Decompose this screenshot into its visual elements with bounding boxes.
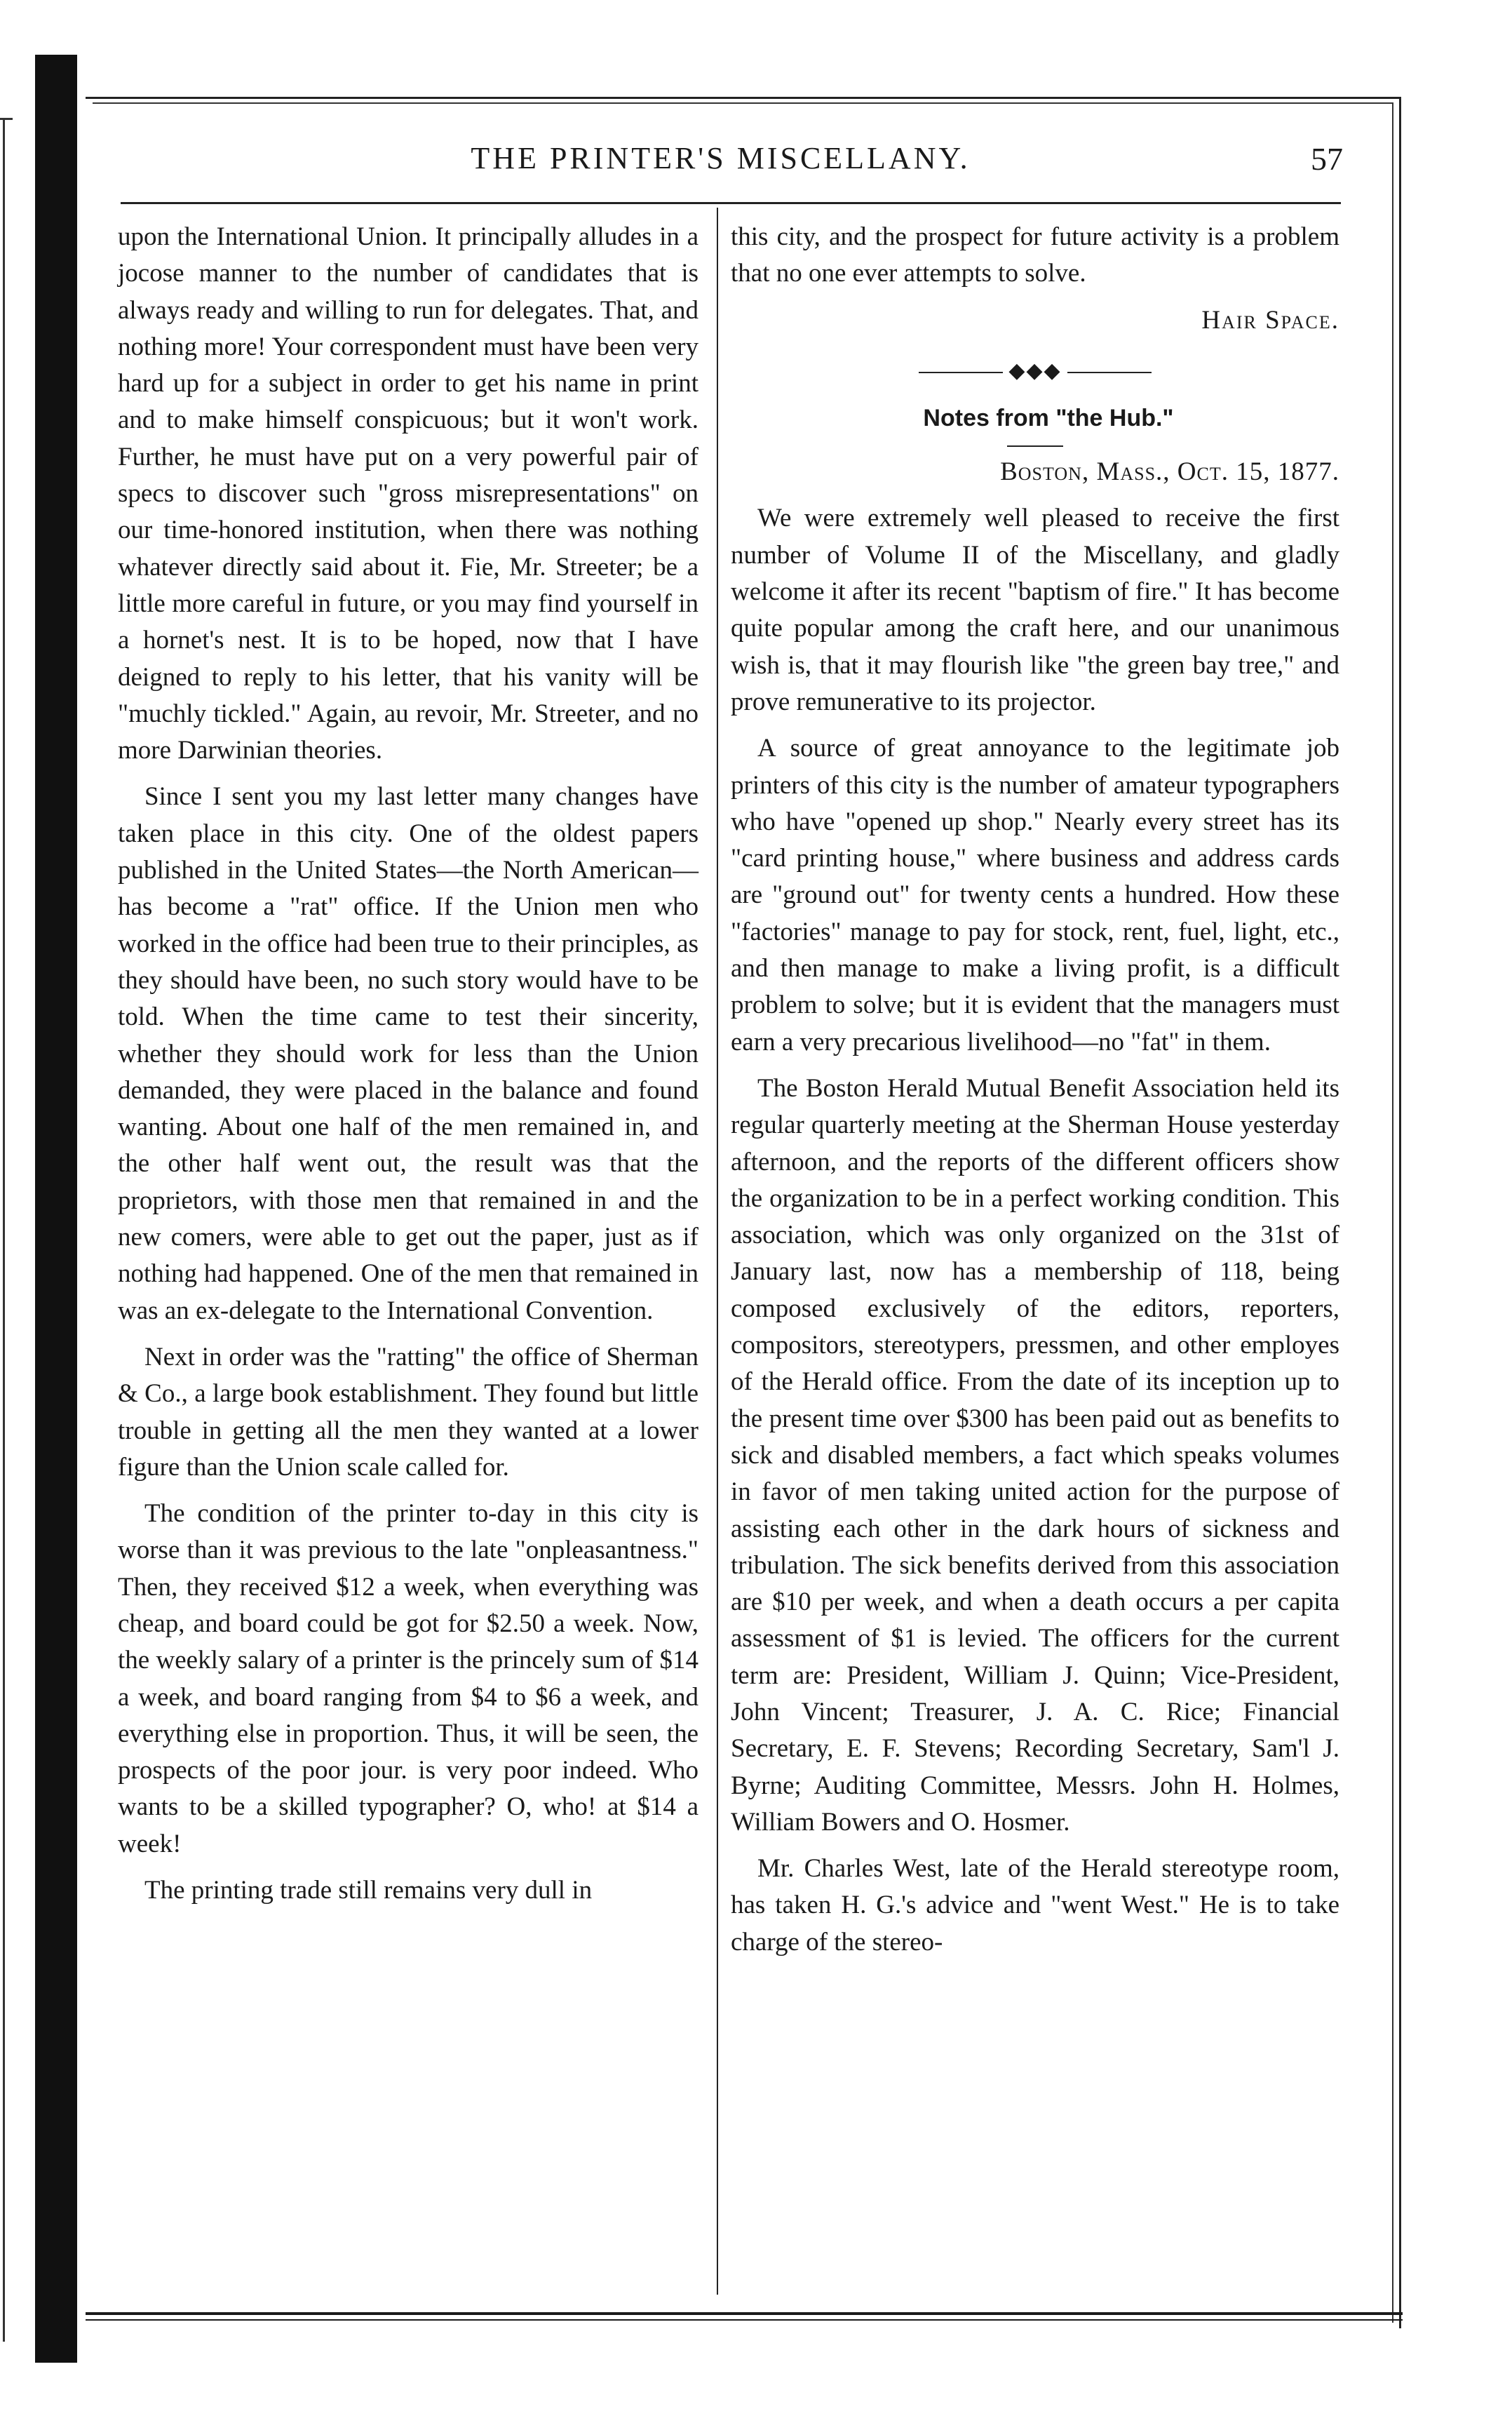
page-number: 57: [1311, 141, 1343, 177]
page-edge-tick: [0, 118, 13, 120]
paragraph: this city, and the prospect for future activity is a problem that no one ever attempts to solve.: [731, 222, 1339, 288]
dateline: Boston, Mass., Oct. 15, 1877.: [1000, 457, 1339, 487]
running-title: THE PRINTER'S MISCELLANY.: [471, 141, 971, 175]
binding-shadow: [35, 55, 77, 2363]
bottom-rule: [86, 2312, 1403, 2315]
paragraph: The condition of the printer to-day in this city is worse than it was previous to the late "onpleasantness." Then, they received $12 a week, when everything was cheap, and board could be got for $2.50 a week. Now, the weekly salary of a printer is the princely sum of $14 a week, and board ranging from $4 to $6 a week, and everything else in proportion. Thus, it will be seen, the prospects of the poor jour. is very poor indeed. Who wants to be a skilled typographer? O, who! at $14 a week!: [118, 1499, 698, 1858]
running-head: [98, 140, 1343, 189]
paragraph: We were extremely well pleased to receive the first number of Volume II of the Miscellany, and gladly welcome it after its recent "baptism of fire." It has become quite popular among the craft here, and our unanimous wish is, that it may flourish like "the green bay tree," and prove remunerative to its projector.: [731, 504, 1339, 716]
paragraph: The printing trade still remains very dull in: [144, 1876, 593, 1905]
paragraph: A source of great annoyance to the legitimate job printers of this city is the number of amateur typographers who have "opened up shop." Nearly every street has its "card printing house," where business and address cards are "ground out" for twenty cents a hundred. How these "factories" manage to pay for stock, rent, fuel, light, etc., and then manage to make a living profit, is a difficult problem to solve; but it is evident that the managers must earn a very precarious livelihood—no "fat" in them.: [731, 734, 1339, 1056]
column-rule: [717, 208, 718, 2295]
paragraph: Next in order was the "ratting" the office of Sherman & Co., a large book establishment. They found but little trouble in getting all the men they wanted at a lower figure than the Union scale called for.: [118, 1342, 698, 1482]
left-column: [118, 219, 698, 1919]
right-column: [731, 219, 1339, 1971]
ornament-glyph: ◆◆◆: [1008, 358, 1062, 382]
section-ornament: [731, 353, 1339, 389]
page-edge: [3, 118, 5, 2342]
paragraph: upon the International Union. It principally alludes in a jocose manner to the number of candidates that is always ready and willing to run for delegates. That, and nothing more! Your correspondent must have been very hard up for a subject in order to get his name in print and to make himself conspicuous; but it won't work. Further, he must have put on a very powerful pair of specs to discover such "gross misrepresentations" on our time-honored institution, when there was nothing whatever directly said about it. Fie, Mr. Streeter; be a little more careful in future, or you may find yourself in a hornet's nest. It is to be hoped, now that I have deigned to reply to his letter, that his vanity will be "muchly tickled." Again, au revoir, Mr. Streeter, and no more Darwinian theories.: [118, 222, 698, 765]
paragraph: Since I sent you my last letter many changes have taken place in this city. One of the oldest papers published in the United States—the North American—has become a "rat" office. If the Union men who worked in the office had been true to their principles, as they should have been, no such story would have to be told. When the time came to test their sincerity, whether they should work for less than the Union demanded, they were placed in the balance and found wanting. About one half of the men remained in, and the other half went out, the result was that the proprietors, with those men that remained in and the new comers, were able to get out the paper, just as if nothing had happened. One of the men that remained in was an ex-delegate to the International Convention.: [118, 782, 698, 1325]
signature: Hair Space.: [1201, 305, 1339, 335]
bottom-rule-thin: [86, 2319, 1403, 2321]
header-rule: [121, 202, 1341, 204]
title-rule: [1007, 445, 1063, 447]
paragraph: Mr. Charles West, late of the Herald stereotype room, has taken H. G.'s advice and "went West." He is to take charge of the stereo-: [731, 1854, 1339, 1957]
article-title: Notes from "the Hub.": [923, 405, 1174, 432]
paragraph: The Boston Herald Mutual Benefit Association held its regular quarterly meeting at the Sherman House yesterday afternoon, and the reports of the different officers show the organization to be in a perfect working condition. This association, which was only organized on the 31st of January last, now has a membership of 118, being composed exclusively of the editors, reporters, compositors, stereotypers, pressmen, and other employes of the Herald office. From the date of its inception up to the present time over $300 has been paid out as benefits to sick and disabled members, a fact which speaks volumes in favor of men taking united action for the purpose of assisting each other in the dark hours of sickness and tribulation. The sick benefits derived from this association are $10 per week, and when a death occurs a per capita assessment of $1 is levied. The officers for the current term are: President, William J. Quinn; Vice-President, John Vincent; Treasurer, J. A. C. Rice; Financial Secretary, E. F. Stevens; Recording Secretary, Sam'l J. Byrne; Auditing Committee, Messrs. John H. Holmes, William Bowers and O. Hosmer.: [731, 1073, 1339, 1837]
